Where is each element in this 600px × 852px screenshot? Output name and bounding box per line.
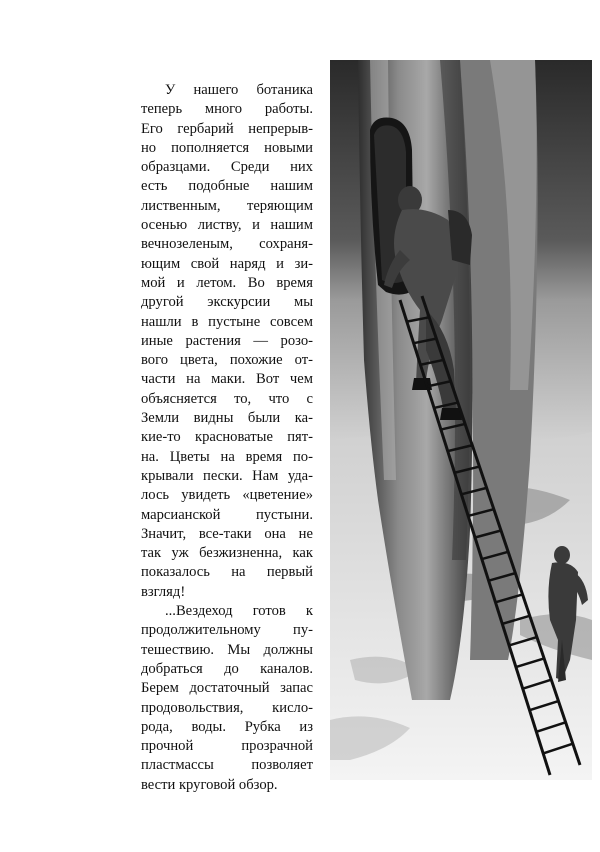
text-line: продовольствия, кисло- — [141, 699, 313, 716]
text-line: части на маки. Вот чем — [141, 371, 313, 388]
text-line: крывали пески. Нам уда- — [141, 467, 313, 484]
rocket-ladder-illustration-icon — [330, 60, 592, 780]
text-line: продолжительному пу- — [141, 622, 313, 639]
text-line: тешествию. Мы должны — [141, 641, 313, 658]
text-line: Значит, все-таки она не — [141, 525, 313, 542]
text-line: осенью листву, и нашим — [141, 217, 313, 234]
text-line: показалось на первый — [141, 564, 313, 581]
text-line: кие-то красноватые пят- — [141, 429, 313, 446]
text-line: мой и летом. Во время — [141, 274, 313, 291]
text-line: лось увидеть «цветение» — [141, 487, 313, 504]
text-line: вечнозеленым, сохраня- — [141, 236, 313, 253]
text-line: Его гербарий непрерыв- — [141, 120, 313, 137]
text-line: вести круговой обзор. — [141, 776, 278, 793]
paragraph-2 — [141, 602, 313, 795]
text-line: У нашего ботаника — [165, 82, 313, 98]
text-line: есть подобные нашим — [141, 178, 313, 195]
text-column — [141, 81, 313, 795]
text-line: другой экскурсии мы — [141, 294, 313, 311]
text-line: вого цвета, похожие от- — [141, 352, 313, 369]
text-line: но пополняется новыми — [141, 139, 313, 156]
text-line: так уж безжизненна, как — [141, 545, 313, 562]
text-line: иные растения — розо- — [141, 332, 313, 349]
text-line: образцами. Среди них — [141, 159, 313, 176]
text-line: лиственным, теряющим — [141, 197, 313, 214]
text-line: Земли видны были ка- — [141, 410, 313, 427]
text-line: прочной прозрачной — [141, 738, 313, 755]
text-line: теперь много работы. — [141, 101, 313, 118]
text-line: ...Вездеход готов к — [165, 603, 313, 620]
text-line: взгляд! — [141, 583, 186, 600]
paragraph-1 — [141, 81, 313, 602]
text-line: пластмассы позволяет — [141, 757, 313, 774]
text-line: Берем достаточный запас — [141, 680, 313, 697]
text-line: добраться до каналов. — [141, 660, 313, 677]
text-line: объясняется то, что с — [141, 390, 313, 407]
text-line: марсианской пустыни. — [141, 506, 313, 523]
text-line: нашли в пустыне совсем — [141, 313, 313, 330]
text-line: рода, воды. Рубка из — [141, 718, 313, 735]
text-line: на. Цветы на время по- — [141, 448, 313, 465]
text-line: ющим свой наряд и зи- — [141, 255, 313, 272]
